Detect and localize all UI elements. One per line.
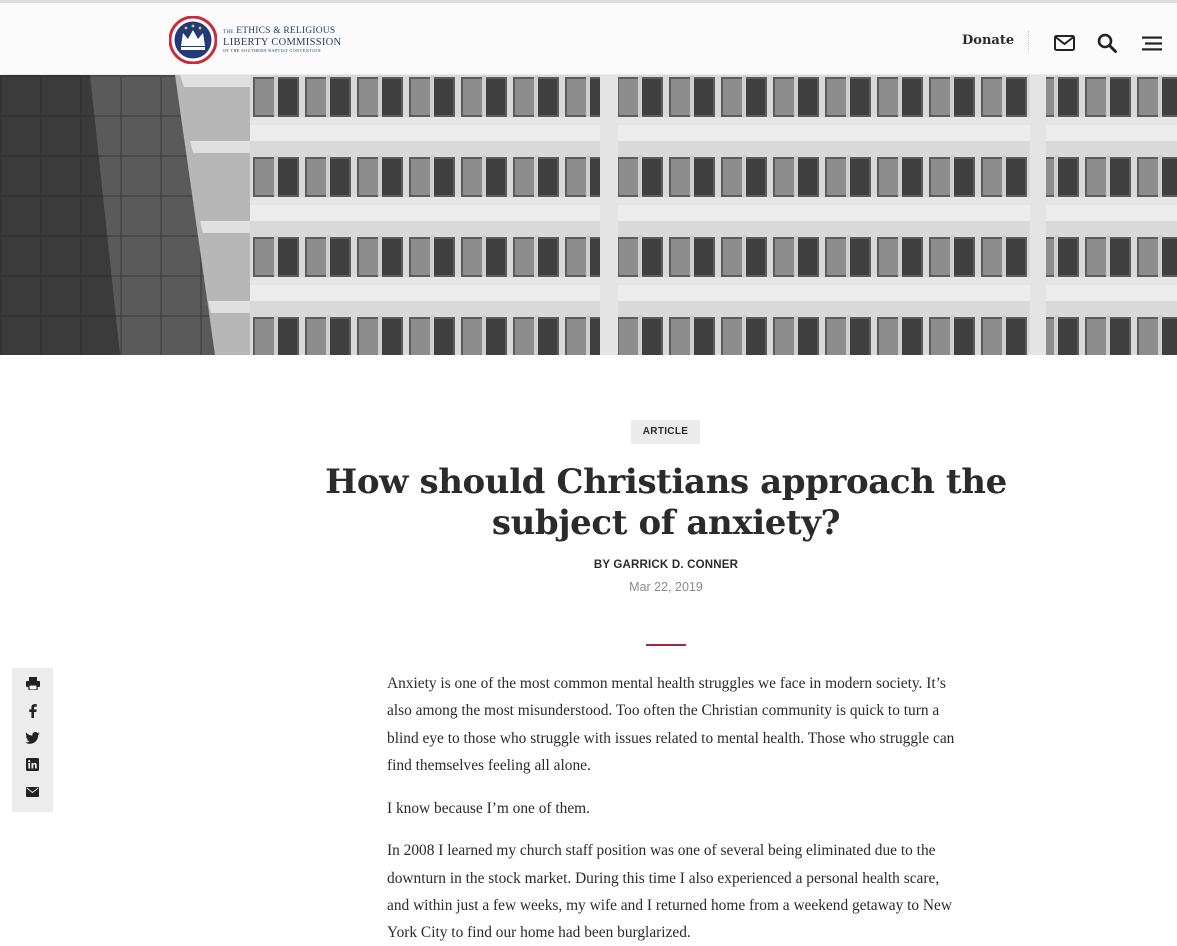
paragraph: Anxiety is one of the most common mental health struggles we face in modern society. It’s also among the most misunderstood. Too often the Christian community is quick to turn a blind eye to those who struggle with issues related to mental health. Those who struggle can find themselves feeling all alone. xyxy=(387,675,955,774)
facebook-icon[interactable] xyxy=(24,702,41,719)
twitter-icon[interactable] xyxy=(24,729,41,746)
header-actions xyxy=(917,3,1177,78)
nav-divider xyxy=(1028,31,1029,53)
donate-link[interactable]: Donate xyxy=(962,33,1015,48)
publish-date: Mar 22, 2019 xyxy=(629,580,703,594)
category-badge[interactable]: ARTICLE xyxy=(631,420,700,444)
menu-icon[interactable] xyxy=(1140,31,1164,55)
paragraph: In 2008 I learned my church staff position was one of several being eliminated due to the downturn in the stock market. During this time I also experienced a personal health scare, and within just a few weeks, my wife and I returned home from a weekend getaway to New York City to find our home had been burglarized. xyxy=(387,842,952,942)
print-icon[interactable] xyxy=(24,675,41,692)
site-header xyxy=(0,0,1177,75)
article-title: How should Christians approach the subject of anxiety? xyxy=(325,462,1007,543)
email-icon[interactable] xyxy=(24,783,41,800)
logo-wordmark: THE ETHICS & RELIGIOUS LIBERTY COMMISSION OF THE SOUTHERN BAPTIST CONVENTION xyxy=(223,25,342,53)
crown-seal-icon xyxy=(169,16,217,64)
share-toolbar xyxy=(12,668,53,812)
paragraph: I know because I’m one of them. xyxy=(387,799,591,817)
building-facade-image xyxy=(0,75,1177,355)
accent-divider xyxy=(646,644,686,646)
author-byline[interactable]: BY GARRICK D. CONNER xyxy=(593,559,739,571)
erlc-logo[interactable] xyxy=(169,16,341,64)
article-body xyxy=(387,670,957,946)
linkedin-icon[interactable] xyxy=(24,756,41,773)
hero-image xyxy=(0,75,1177,355)
search-icon[interactable] xyxy=(1095,31,1119,55)
mail-icon[interactable] xyxy=(1052,31,1076,55)
